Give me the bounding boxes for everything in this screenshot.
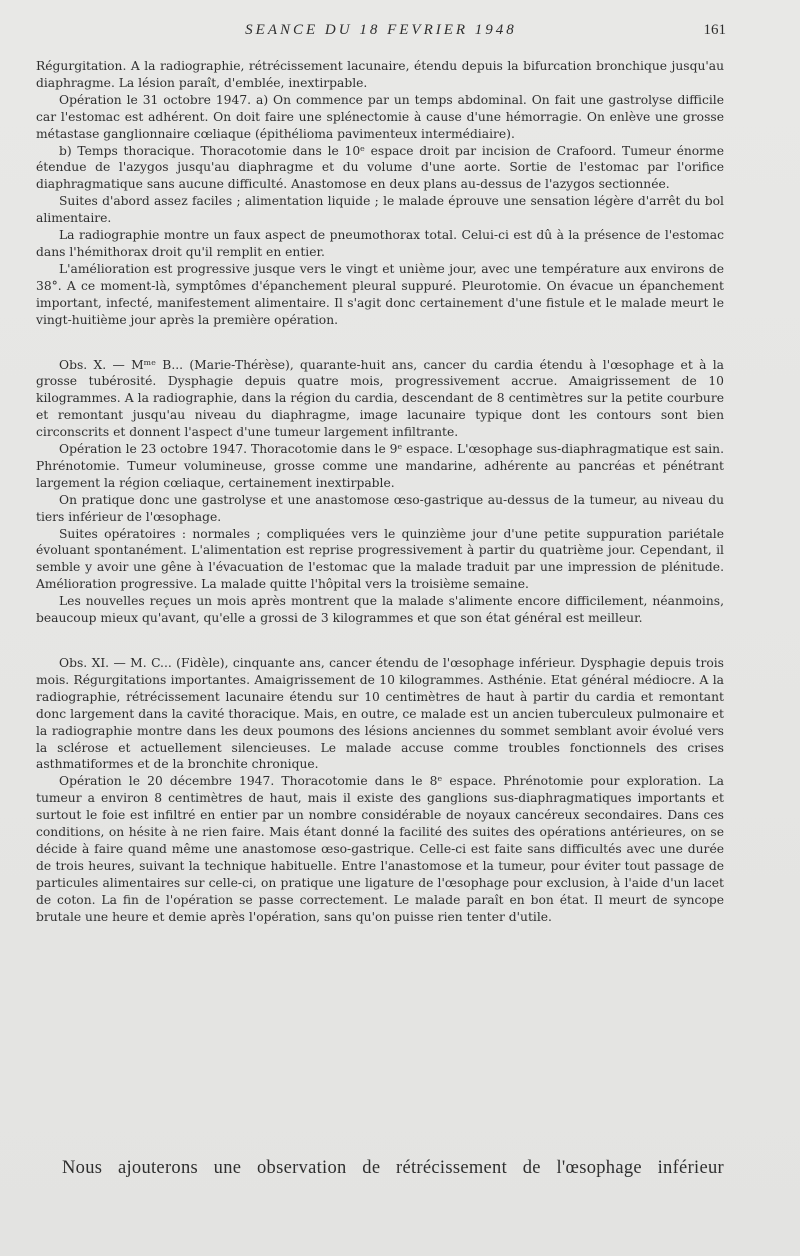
paragraph: Suites opératoires : normales ; compliquées vers le quinzième jour d'une petite suppuration pariétale évoluant spontanément. L'alimentation est reprise progressivement à partir du quatrième jour. Cependant, il semble y avoir une gêne à l'évacuation de l'estomac que la malade traduit par une impression de plénitude. Amélioration progressive. La malade quitte l'hôpital vers la troisième semaine. xyxy=(36,526,724,592)
paragraph: On pratique donc une gastrolyse et une anastomose œso-gastrique au-dessus de la tumeur, au niveau du tiers inférieur de l'œsophage. xyxy=(36,492,724,524)
paragraph: Opération le 23 octobre 1947. Thoracotomie dans le 9ᵉ espace. L'œsophage sus-diaphragmatique est sain. Phrénotomie. Tumeur volumineuse, grosse comme une mandarine, adhérente au pancréas et pénétrant largement la région cœliaque, certainement inextirpable. xyxy=(36,442,724,490)
running-head: SEANCE DU 18 FEVRIER 1948 xyxy=(245,22,517,38)
paragraph: La radiographie montre un faux aspect de pneumothorax total. Celui-ci est dû à la présence de l'estomac dans l'hémithorax droit qu'il remplit en entier. xyxy=(36,228,724,259)
closing-line: Nous ajouterons une observation de rétrécissement de l'œsophage inférieur xyxy=(62,1158,724,1178)
section-spacer xyxy=(36,627,724,655)
page-header xyxy=(36,20,726,44)
page-number: 161 xyxy=(703,22,726,38)
article-body xyxy=(36,58,724,926)
paragraph: b) Temps thoracique. Thoracotomie dans le 10ᵉ espace droit par incision de Crafoord. Tumeur énorme étendue de l'azygos jusqu'au diaphragme et du volume d'une aorte. Sortie de l'estomac par l'orifice diaphragmatique sans aucune difficulté. Anastomose en deux plans au-dessus de l'azygos sectionnée. xyxy=(36,143,724,192)
observation-paragraph: Obs. X. — Mᵐᵉ B... (Marie-Thérèse), quarante-huit ans, cancer du cardia étendu à l'œsophage et à la grosse tubérosité. Dysphagie depuis quatre mois, progressivement accrue. Amaigrissement de 10 kilogrammes. A la radiographie, dans la région du cardia, descendant de 8 centimètres sur la petite courbure et remontant jusqu'au niveau du diaphragme, image lacunaire typique dont les contours sont bien circonscrits et donnent l'aspect d'une tumeur largement infiltrante. xyxy=(36,357,724,440)
paragraph: Suites d'abord assez faciles ; alimentation liquide ; le malade éprouve une sensation légère d'arrêt du bol alimentaire. xyxy=(36,194,724,226)
observation-paragraph: Obs. XI. — M. C... (Fidèle), cinquante ans, cancer étendu de l'œsophage inférieur. Dysphagie depuis trois mois. Régurgitations importantes. Amaigrissement de 10 kilogrammes. Asthénie. Etat général médiocre. A la radiographie, rétrécissement lacunaire étendu sur 10 centimètres de haut à partir du cardia et remontant donc largement dans la cavité thoracique. Mais, en outre, ce malade est un ancien tuberculeux pulmonaire et la radiographie montre dans les deux poumons des lésions anciennes du sommet semblant avoir évolué vers la sclérose et actuellement silencieuses. Le malade accuse comme troubles fonctionnels des crises asthmatiformes et de la bronchite chronique. xyxy=(36,656,724,772)
paragraph: L'amélioration est progressive jusque vers le vingt et unième jour, avec une température aux environs de 38°. A ce moment-là, symptômes d'épanchement pleural suppuré. Pleurotomie. On évacue un épanchement important, infecté, manifestement alimentaire. Il s'agit donc certainement d'une fistule et le malade meurt le vingt-huitième jour après la première opération. xyxy=(36,261,724,327)
paragraph: Opération le 31 octobre 1947. a) On commence par un temps abdominal. On fait une gastrolyse difficile car l'estomac est adhérent. On doit faire une splénectomie à cause d'une hémorragie. On enlève une grosse métastase ganglionnaire cœliaque (épithélioma pavimenteux intermédiaire). xyxy=(36,92,724,141)
paragraph: Régurgitation. A la radiographie, rétrécissement lacunaire, étendu depuis la bifurcation bronchique jusqu'au diaphragme. La lésion paraît, d'emblée, inextirpable. xyxy=(36,59,724,90)
section-spacer xyxy=(36,329,724,357)
paragraph: Les nouvelles reçues un mois après montrent que la malade s'alimente encore difficilement, néanmoins, beaucoup mieux qu'avant, qu'elle a grossi de 3 kilogrammes et que son état général est meilleur. xyxy=(36,594,724,626)
paragraph: Opération le 20 décembre 1947. Thoracotomie dans le 8ᵉ espace. Phrénotomie pour exploration. La tumeur a environ 8 centimètres de haut, mais il existe des ganglions sus-diaphragmatiques importants et surtout le foie est infiltré en entier par un nombre considérable de noyaux cancéreux secondaires. Dans ces conditions, on hésite à ne rien faire. Mais étant donné la facilité des suites des opérations antérieures, on se décide à faire quand même une anastomose œso-gastrique. Celle-ci est faite sans difficultés avec une durée de trois heures, suivant la technique habituelle. Entre l'anastomose et la tumeur, pour éviter tout passage de particules alimentaires sur celle-ci, on pratique une ligature de l'œsophage pour exclusion, à l'aide d'un lacet de coton. La fin de l'opération se passe correctement. Le malade paraît en bon état. Il meurt de syncope brutale une heure et demie après l'opération, sans qu'on puisse rien tenter d'utile. xyxy=(36,774,724,924)
